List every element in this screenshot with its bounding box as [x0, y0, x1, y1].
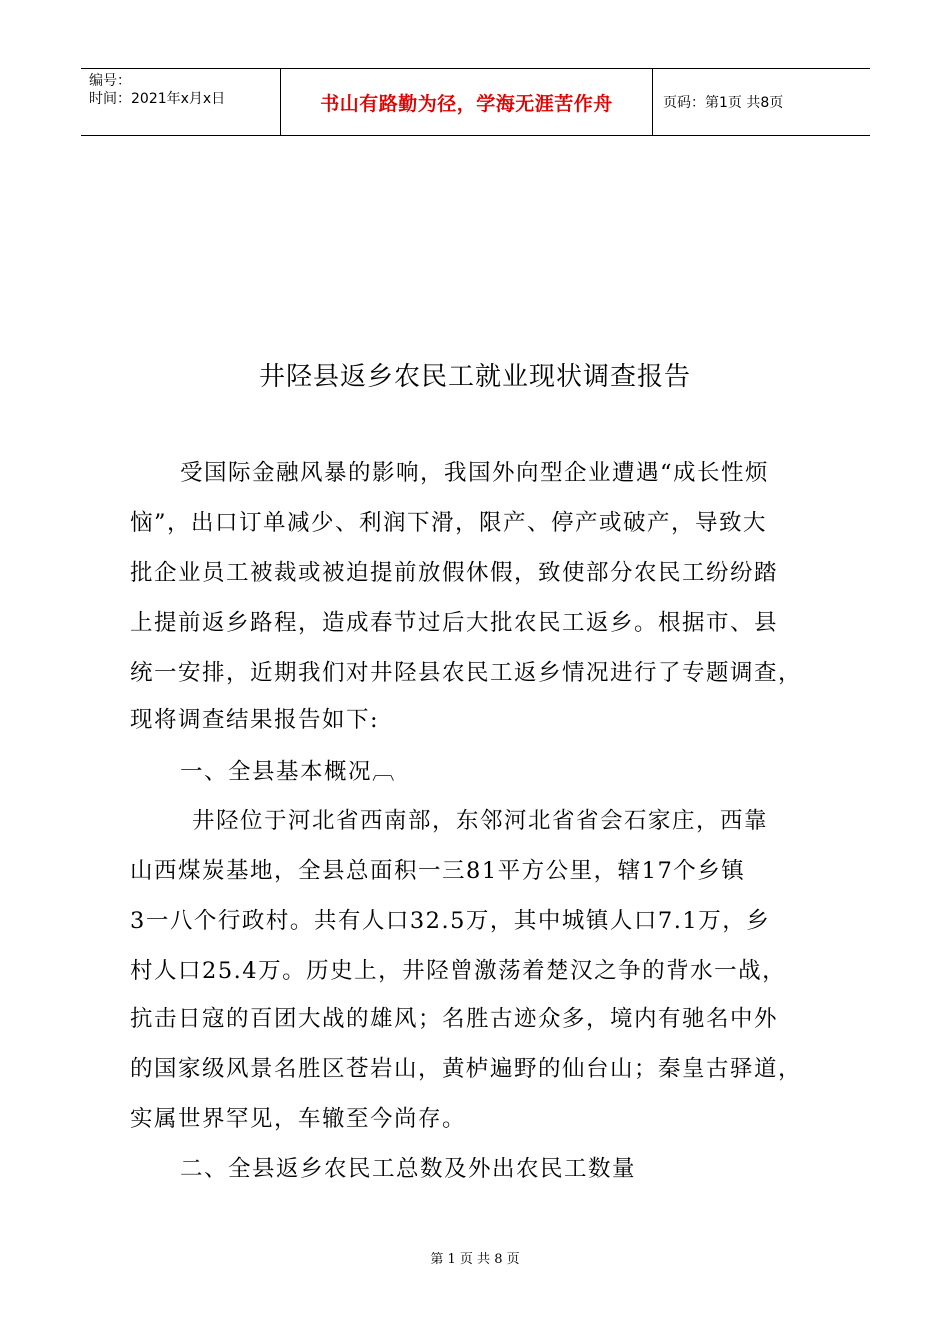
header-page-cell [653, 69, 870, 135]
body-line: 上提前返乡路程，造成春节过后大批农民工返乡。根据市、县 [130, 610, 779, 636]
document-number-label: 编号： [89, 73, 131, 89]
document-time-label: 时间：2021年x月x日 [89, 91, 226, 107]
body-line: 统一安排，近期我们对井陉县农民工返乡情况进行了专题调查， [130, 660, 803, 686]
body-line: 恼”，出口订单减少、利润下滑，限产、停产或破产，导致大 [130, 510, 768, 536]
body-line: 抗击日寇的百团大战的雄风；名胜古迹众多，境内有驰名中外 [130, 1006, 779, 1032]
body-line: 现将调查结果报告如下: [130, 707, 380, 733]
header-motto-cell [281, 69, 653, 135]
body-line: 井陉位于河北省西南部，东邻河北省省会石家庄，西靠 [192, 808, 769, 834]
body-line: 山西煤炭基地，全县总面积一三81平方公里，辖17个乡镇 [130, 858, 746, 884]
header-meta [81, 69, 281, 135]
body-line: 实属世界罕见，车辙至今尚存。 [130, 1106, 467, 1132]
page-footer: 第 1 页 共 8 页 [430, 1252, 520, 1267]
header-page-info: 页码：第1页 共8页 [663, 95, 784, 111]
body-line: 批企业员工被裁或被迫提前放假休假，致使部分农民工纷纷踏 [130, 560, 779, 586]
section-heading: 一、全县基本概况︹ [180, 759, 397, 785]
header-motto: 书山有路勤为径，学海无涯苦作舟 [320, 92, 613, 115]
section-heading: 二、全县返乡农民工总数及外出农民工数量 [180, 1156, 637, 1182]
page-header [81, 68, 870, 136]
body-line: 受国际金融风暴的影响，我国外向型企业遭遇“成长性烦 [180, 460, 770, 486]
document-title: 井陉县返乡农民工就业现状调查报告 [258, 362, 691, 392]
body-line: 的国家级风景名胜区苍岩山，黄栌遍野的仙台山；秦皇古驿道， [130, 1056, 803, 1082]
body-line: 村人口25.4万。历史上，井陉曾激荡着楚汉之争的背水一战， [130, 958, 787, 984]
body-line: 3一八个行政村。共有人口32.5万，其中城镇人口7.1万，乡 [130, 908, 771, 934]
